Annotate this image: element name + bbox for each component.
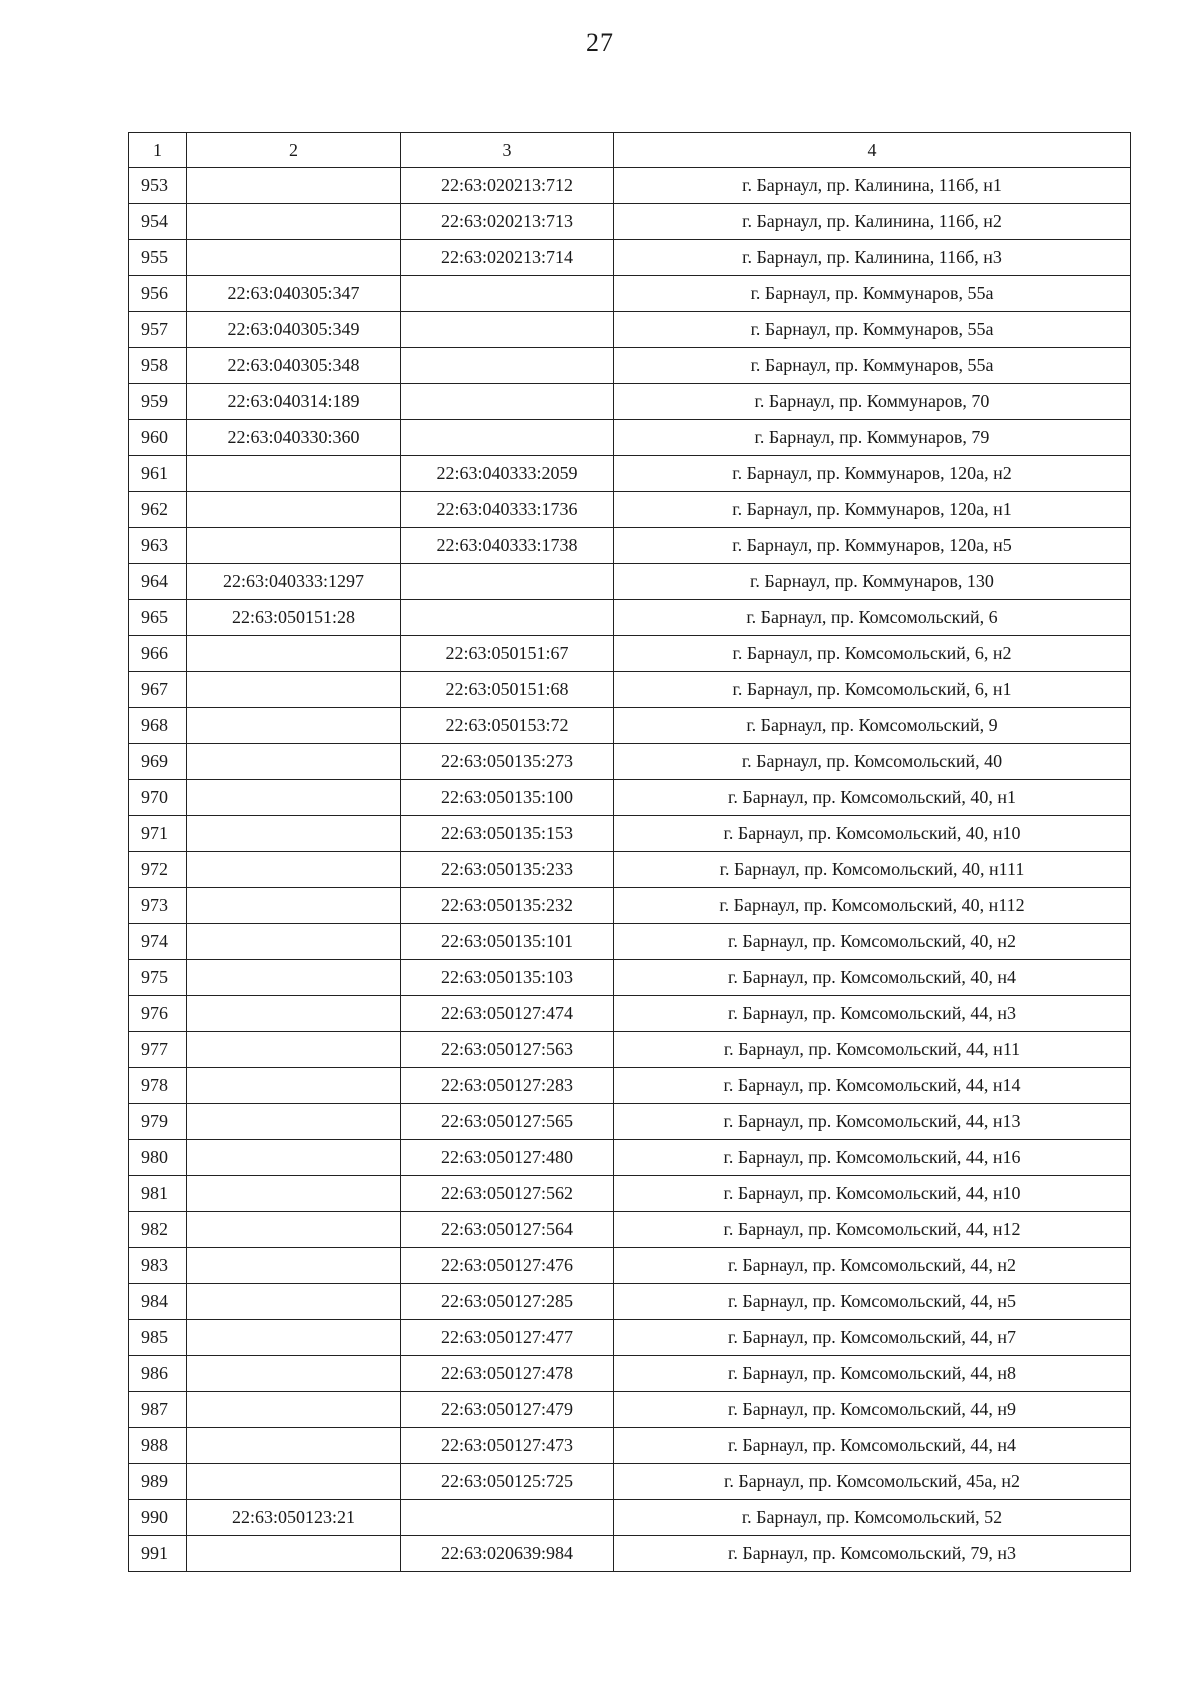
row-number-cell: 958: [129, 348, 187, 384]
row-number-cell: 975: [129, 960, 187, 996]
table-header-row: [129, 133, 1131, 168]
page-number: 27: [586, 28, 614, 57]
address-cell: г. Барнаул, пр. Коммунаров, 120а, н2: [614, 456, 1131, 492]
table-row: [129, 708, 1131, 744]
row-number-cell: 964: [129, 564, 187, 600]
cadastral-number-cell: 22:63:040330:360: [187, 420, 401, 456]
cadastral-number-cell: [187, 456, 401, 492]
room-cadastral-number-cell: 22:63:050127:477: [401, 1320, 614, 1356]
cadastral-number-cell: [187, 240, 401, 276]
cadastral-number-cell: [187, 1356, 401, 1392]
address-cell: г. Барнаул, пр. Комсомольский, 9: [614, 708, 1131, 744]
table-row: [129, 1356, 1131, 1392]
address-cell: г. Барнаул, пр. Комсомольский, 44, н12: [614, 1212, 1131, 1248]
cadastral-number-cell: [187, 1140, 401, 1176]
cadastral-number-cell: [187, 996, 401, 1032]
room-cadastral-number-cell: 22:63:050153:72: [401, 708, 614, 744]
cadastral-number-cell: [187, 780, 401, 816]
cadastral-number-cell: [187, 1104, 401, 1140]
room-cadastral-number-cell: [401, 420, 614, 456]
room-cadastral-number-cell: 22:63:050151:67: [401, 636, 614, 672]
address-cell: г. Барнаул, пр. Комсомольский, 44, н8: [614, 1356, 1131, 1392]
room-cadastral-number-cell: 22:63:020213:713: [401, 204, 614, 240]
address-cell: г. Барнаул, пр. Комсомольский, 40: [614, 744, 1131, 780]
cadastral-number-cell: [187, 672, 401, 708]
cadastral-number-cell: [187, 1032, 401, 1068]
room-cadastral-number-cell: 22:63:020639:984: [401, 1536, 614, 1572]
registry-table: [128, 132, 1131, 1572]
cadastral-number-cell: 22:63:040305:347: [187, 276, 401, 312]
row-number-cell: 982: [129, 1212, 187, 1248]
room-cadastral-number-cell: [401, 1500, 614, 1536]
table-row: [129, 528, 1131, 564]
row-number-cell: 968: [129, 708, 187, 744]
cadastral-number-cell: [187, 1248, 401, 1284]
table-row: [129, 384, 1131, 420]
row-number-cell: 987: [129, 1392, 187, 1428]
table-body: [129, 168, 1131, 1572]
room-cadastral-number-cell: 22:63:050135:153: [401, 816, 614, 852]
table-row: [129, 240, 1131, 276]
table-row: [129, 1500, 1131, 1536]
room-cadastral-number-cell: [401, 384, 614, 420]
row-number-cell: 962: [129, 492, 187, 528]
table-row: [129, 852, 1131, 888]
room-cadastral-number-cell: [401, 348, 614, 384]
cadastral-number-cell: 22:63:040305:348: [187, 348, 401, 384]
room-cadastral-number-cell: 22:63:050135:233: [401, 852, 614, 888]
room-cadastral-number-cell: 22:63:050127:565: [401, 1104, 614, 1140]
table-row: [129, 204, 1131, 240]
row-number-cell: 966: [129, 636, 187, 672]
row-number-cell: 971: [129, 816, 187, 852]
room-cadastral-number-cell: 22:63:040333:1736: [401, 492, 614, 528]
cadastral-number-cell: [187, 204, 401, 240]
cadastral-number-cell: [187, 1176, 401, 1212]
cadastral-number-cell: [187, 708, 401, 744]
table-row: [129, 1176, 1131, 1212]
address-cell: г. Барнаул, пр. Коммунаров, 70: [614, 384, 1131, 420]
table-row: [129, 564, 1131, 600]
cadastral-number-cell: [187, 888, 401, 924]
table-row: [129, 888, 1131, 924]
row-number-cell: 991: [129, 1536, 187, 1572]
row-number-cell: 978: [129, 1068, 187, 1104]
row-number-cell: 972: [129, 852, 187, 888]
address-cell: г. Барнаул, пр. Комсомольский, 44, н9: [614, 1392, 1131, 1428]
address-cell: г. Барнаул, пр. Коммунаров, 130: [614, 564, 1131, 600]
room-cadastral-number-cell: [401, 276, 614, 312]
cadastral-number-cell: 22:63:040314:189: [187, 384, 401, 420]
address-cell: г. Барнаул, пр. Комсомольский, 44, н10: [614, 1176, 1131, 1212]
table-row: [129, 1392, 1131, 1428]
row-number-cell: 979: [129, 1104, 187, 1140]
room-cadastral-number-cell: 22:63:050127:479: [401, 1392, 614, 1428]
table-row: [129, 816, 1131, 852]
table-row: [129, 348, 1131, 384]
cadastral-number-cell: [187, 1464, 401, 1500]
address-cell: г. Барнаул, пр. Комсомольский, 6, н2: [614, 636, 1131, 672]
row-number-cell: 990: [129, 1500, 187, 1536]
table-row: [129, 960, 1131, 996]
room-cadastral-number-cell: 22:63:050127:283: [401, 1068, 614, 1104]
cadastral-number-cell: [187, 492, 401, 528]
cadastral-number-cell: 22:63:050151:28: [187, 600, 401, 636]
cadastral-number-cell: 22:63:040333:1297: [187, 564, 401, 600]
address-cell: г. Барнаул, пр. Коммунаров, 120а, н5: [614, 528, 1131, 564]
row-number-cell: 969: [129, 744, 187, 780]
cadastral-number-cell: [187, 960, 401, 996]
address-cell: г. Барнаул, пр. Коммунаров, 79: [614, 420, 1131, 456]
table-row: [129, 1284, 1131, 1320]
room-cadastral-number-cell: 22:63:050135:273: [401, 744, 614, 780]
address-cell: г. Барнаул, пр. Комсомольский, 40, н112: [614, 888, 1131, 924]
address-cell: г. Барнаул, пр. Комсомольский, 40, н2: [614, 924, 1131, 960]
table-row: [129, 1428, 1131, 1464]
address-cell: г. Барнаул, пр. Комсомольский, 6, н1: [614, 672, 1131, 708]
row-number-cell: 988: [129, 1428, 187, 1464]
row-number-cell: 976: [129, 996, 187, 1032]
room-cadastral-number-cell: 22:63:020213:712: [401, 168, 614, 204]
table-row: [129, 924, 1131, 960]
address-cell: г. Барнаул, пр. Комсомольский, 44, н11: [614, 1032, 1131, 1068]
table-row: [129, 636, 1131, 672]
row-number-cell: 985: [129, 1320, 187, 1356]
room-cadastral-number-cell: 22:63:050127:563: [401, 1032, 614, 1068]
table-row: [129, 420, 1131, 456]
address-cell: г. Барнаул, пр. Комсомольский, 44, н2: [614, 1248, 1131, 1284]
row-number-cell: 977: [129, 1032, 187, 1068]
row-number-cell: 986: [129, 1356, 187, 1392]
room-cadastral-number-cell: [401, 600, 614, 636]
room-cadastral-number-cell: 22:63:050135:100: [401, 780, 614, 816]
row-number-cell: 967: [129, 672, 187, 708]
address-cell: г. Барнаул, пр. Комсомольский, 44, н5: [614, 1284, 1131, 1320]
header-col-4: 4: [614, 133, 1131, 168]
row-number-cell: 960: [129, 420, 187, 456]
row-number-cell: 983: [129, 1248, 187, 1284]
table-row: [129, 744, 1131, 780]
cadastral-number-cell: [187, 1212, 401, 1248]
row-number-cell: 957: [129, 312, 187, 348]
row-number-cell: 980: [129, 1140, 187, 1176]
table-row: [129, 1140, 1131, 1176]
address-cell: г. Барнаул, пр. Калинина, 116б, н2: [614, 204, 1131, 240]
cadastral-number-cell: [187, 1536, 401, 1572]
cadastral-number-cell: [187, 1428, 401, 1464]
address-cell: г. Барнаул, пр. Комсомольский, 40, н4: [614, 960, 1131, 996]
address-cell: г. Барнаул, пр. Комсомольский, 45а, н2: [614, 1464, 1131, 1500]
address-cell: г. Барнаул, пр. Комсомольский, 40, н111: [614, 852, 1131, 888]
room-cadastral-number-cell: 22:63:050127:564: [401, 1212, 614, 1248]
table-row: [129, 780, 1131, 816]
cadastral-number-cell: [187, 168, 401, 204]
table-row: [129, 600, 1131, 636]
cadastral-number-cell: 22:63:050123:21: [187, 1500, 401, 1536]
address-cell: г. Барнаул, пр. Комсомольский, 52: [614, 1500, 1131, 1536]
table-row: [129, 1248, 1131, 1284]
room-cadastral-number-cell: 22:63:050125:725: [401, 1464, 614, 1500]
table-row: [129, 1104, 1131, 1140]
table-row: [129, 1068, 1131, 1104]
cadastral-number-cell: [187, 1392, 401, 1428]
address-cell: г. Барнаул, пр. Коммунаров, 55а: [614, 348, 1131, 384]
room-cadastral-number-cell: 22:63:050127:478: [401, 1356, 614, 1392]
table-row: [129, 168, 1131, 204]
row-number-cell: 954: [129, 204, 187, 240]
row-number-cell: 989: [129, 1464, 187, 1500]
address-cell: г. Барнаул, пр. Комсомольский, 40, н1: [614, 780, 1131, 816]
room-cadastral-number-cell: 22:63:040333:2059: [401, 456, 614, 492]
room-cadastral-number-cell: 22:63:050127:562: [401, 1176, 614, 1212]
cadastral-number-cell: [187, 528, 401, 564]
header-col-3: 3: [401, 133, 614, 168]
cadastral-number-cell: [187, 1068, 401, 1104]
address-cell: г. Барнаул, пр. Коммунаров, 55а: [614, 312, 1131, 348]
room-cadastral-number-cell: 22:63:050127:476: [401, 1248, 614, 1284]
cadastral-number-cell: [187, 852, 401, 888]
address-cell: г. Барнаул, пр. Комсомольский, 44, н13: [614, 1104, 1131, 1140]
row-number-cell: 974: [129, 924, 187, 960]
room-cadastral-number-cell: 22:63:050151:68: [401, 672, 614, 708]
room-cadastral-number-cell: [401, 312, 614, 348]
room-cadastral-number-cell: 22:63:050135:232: [401, 888, 614, 924]
address-cell: г. Барнаул, пр. Комсомольский, 44, н16: [614, 1140, 1131, 1176]
room-cadastral-number-cell: 22:63:050135:101: [401, 924, 614, 960]
room-cadastral-number-cell: 22:63:050135:103: [401, 960, 614, 996]
address-cell: г. Барнаул, пр. Комсомольский, 6: [614, 600, 1131, 636]
cadastral-number-cell: [187, 816, 401, 852]
cadastral-number-cell: [187, 1320, 401, 1356]
room-cadastral-number-cell: 22:63:050127:285: [401, 1284, 614, 1320]
address-cell: г. Барнаул, пр. Комсомольский, 44, н14: [614, 1068, 1131, 1104]
table-row: [129, 1536, 1131, 1572]
row-number-cell: 956: [129, 276, 187, 312]
room-cadastral-number-cell: [401, 564, 614, 600]
address-cell: г. Барнаул, пр. Коммунаров, 55а: [614, 276, 1131, 312]
cadastral-number-cell: [187, 924, 401, 960]
room-cadastral-number-cell: 22:63:050127:473: [401, 1428, 614, 1464]
row-number-cell: 984: [129, 1284, 187, 1320]
header-col-2: 2: [187, 133, 401, 168]
row-number-cell: 959: [129, 384, 187, 420]
row-number-cell: 955: [129, 240, 187, 276]
table-row: [129, 1464, 1131, 1500]
cadastral-number-cell: [187, 744, 401, 780]
room-cadastral-number-cell: 22:63:050127:480: [401, 1140, 614, 1176]
address-cell: г. Барнаул, пр. Комсомольский, 40, н10: [614, 816, 1131, 852]
address-cell: г. Барнаул, пр. Коммунаров, 120а, н1: [614, 492, 1131, 528]
table-row: [129, 1212, 1131, 1248]
table-row: [129, 492, 1131, 528]
row-number-cell: 961: [129, 456, 187, 492]
address-cell: г. Барнаул, пр. Калинина, 116б, н1: [614, 168, 1131, 204]
table-row: [129, 1320, 1131, 1356]
row-number-cell: 963: [129, 528, 187, 564]
row-number-cell: 965: [129, 600, 187, 636]
address-cell: г. Барнаул, пр. Комсомольский, 79, н3: [614, 1536, 1131, 1572]
cadastral-number-cell: [187, 1284, 401, 1320]
table-row: [129, 456, 1131, 492]
table-row: [129, 1032, 1131, 1068]
room-cadastral-number-cell: 22:63:050127:474: [401, 996, 614, 1032]
address-cell: г. Барнаул, пр. Калинина, 116б, н3: [614, 240, 1131, 276]
room-cadastral-number-cell: 22:63:020213:714: [401, 240, 614, 276]
table-row: [129, 996, 1131, 1032]
header-col-1: 1: [129, 133, 187, 168]
room-cadastral-number-cell: 22:63:040333:1738: [401, 528, 614, 564]
cadastral-number-cell: 22:63:040305:349: [187, 312, 401, 348]
row-number-cell: 953: [129, 168, 187, 204]
table-row: [129, 312, 1131, 348]
row-number-cell: 981: [129, 1176, 187, 1212]
table-row: [129, 672, 1131, 708]
row-number-cell: 973: [129, 888, 187, 924]
cadastral-number-cell: [187, 636, 401, 672]
row-number-cell: 970: [129, 780, 187, 816]
table-row: [129, 276, 1131, 312]
address-cell: г. Барнаул, пр. Комсомольский, 44, н3: [614, 996, 1131, 1032]
address-cell: г. Барнаул, пр. Комсомольский, 44, н4: [614, 1428, 1131, 1464]
address-cell: г. Барнаул, пр. Комсомольский, 44, н7: [614, 1320, 1131, 1356]
